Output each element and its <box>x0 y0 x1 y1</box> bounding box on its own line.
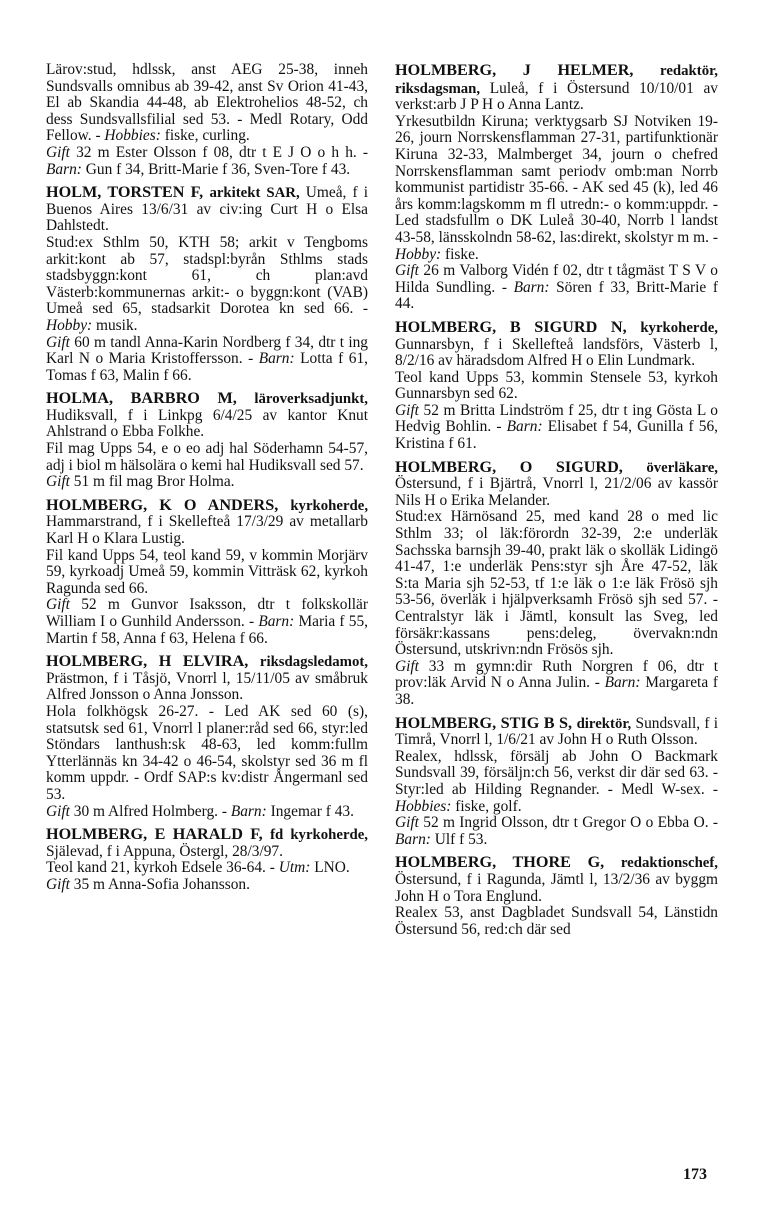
field-label: Gift <box>395 657 419 675</box>
person-title: kyrkoherde, <box>290 497 369 514</box>
biography-entry <box>46 826 368 893</box>
entry-text: fiske. <box>441 245 479 263</box>
field-label: Barn: <box>258 350 295 368</box>
biography-entry <box>395 715 718 849</box>
entry-heading <box>395 853 718 871</box>
entry-text: Sören f 33, Britt-Marie f 44. <box>395 278 718 313</box>
field-label: Hobbies: <box>104 127 161 145</box>
entry-text: Själevad, f i Appuna, Östergl, 28/3/97. <box>46 842 283 860</box>
entry-text: 35 m Anna-Sofia Johansson. <box>69 875 250 893</box>
entry-text: Stud:ex Sthlm 50, KTH 58; arkit v Tengboms arkit:kont ab 57, stadspl:byrån Sthlms stads stadsbyggn:kont 61, ch plan:avd Västerb:kommunernas arkit:- o byggn:kont (VAB) Umeå sed 65, stadsarkit Dorotea kn sed 66. - <box>46 233 368 318</box>
entry-paragraph <box>46 653 368 704</box>
entry-heading <box>46 825 368 843</box>
entry-text: Umeå, f i Buenos Aires 13/6/31 av civ:ing Curt H o Elsa Dahlstedt. <box>46 184 368 235</box>
entry-text: fiske, golf. <box>451 797 522 815</box>
field-label: Gift <box>46 473 70 491</box>
entry-paragraph <box>395 815 718 848</box>
entry-heading <box>46 652 368 670</box>
field-label: Gift <box>46 333 70 351</box>
entry-text: Margareta f 38. <box>395 674 718 708</box>
entry-text: Östersund, f i Bjärtrå, Vnorrl l, 21/2/06 av kassör Nils H o Erika Melander. <box>395 475 718 509</box>
field-label: Barn: <box>258 613 295 630</box>
person-name: HOLMBERG, K O ANDERS, <box>46 495 279 514</box>
entry-text: Hudiksvall, f i Linkpg 6/4/25 av kantor Knut Ahlstrand o Ebba Folkhe. <box>46 406 368 441</box>
field-label: Utm: <box>278 859 311 877</box>
entry-text: Prästmon, f i Tåsjö, Vnorrl l, 15/11/05 av småbruk Alfred Jonsson o Anna Jonsson. <box>46 669 368 704</box>
entry-paragraph <box>46 474 368 491</box>
biography-entry <box>46 390 368 491</box>
entry-paragraph <box>46 597 368 647</box>
person-title: direktör, <box>576 715 632 732</box>
field-label: Gift <box>395 262 419 280</box>
field-label: Barn: <box>395 830 431 848</box>
entry-text: 33 m gymn:dir Ruth Norgren f 06, dtr t prov:läk Arvid N o Anna Julin. - <box>395 657 718 692</box>
right-column <box>395 62 718 938</box>
entry-paragraph <box>395 509 718 658</box>
entry-text: 51 m fil mag Bror Holma. <box>69 473 235 491</box>
entry-heading <box>395 458 718 476</box>
entry-text: Hola folkhögsk 26-27. - Led AK sed 60 (s), statsutsk sed 61, Vnorrl l planer:råd sed 66, styr:led Stöndars lanthush:sk 48-63, led komm:fullm Ytterlännäs kn 34-42 o 46-54, skolstyr sed 36 m fl komm uppdr. - Ordf SAP:s kv:distr Ångermanl sed 53. <box>46 702 368 803</box>
biography-entry <box>46 184 368 384</box>
field-label: Gift <box>395 401 419 419</box>
field-label: Gift <box>46 143 70 161</box>
person-title: riksdagsledamot, <box>259 654 368 671</box>
entry-paragraph <box>395 403 718 453</box>
entry-text: Realex, hdlssk, försälj ab John O Backmark Sundsvall 39, försäljn:ch 56, verkst dir där sed 63. - Styr:led ab Hilding Regnander. - Medl W-sex. - <box>395 747 718 798</box>
entry-text: fiske, curling. <box>160 127 250 145</box>
entry-paragraph <box>46 235 368 335</box>
person-name: HOLMBERG, STIG B S, <box>395 713 573 732</box>
biography-entry <box>395 459 718 709</box>
entry-paragraph <box>395 659 718 709</box>
person-title: kyrkoherde, <box>640 319 718 336</box>
entry-paragraph <box>46 184 368 235</box>
entry-paragraph <box>46 860 368 877</box>
entry-paragraph <box>46 497 368 548</box>
entry-text: Östersund, f i Ragunda, Jämtl l, 13/2/36 av byggm John H o Tora Englund. <box>395 870 718 905</box>
person-name: HOLMA, BARBRO M, <box>46 389 237 408</box>
entry-text: Ingemar f 43. <box>266 802 354 820</box>
entry-text: Sundsvall, f i Timrå, Vnorrl l, 1/6/21 av John H o Ruth Olsson. <box>395 714 718 749</box>
entry-text: 30 m Alfred Holmberg. - <box>69 802 231 820</box>
field-label: Gift <box>46 875 70 893</box>
entry-heading <box>46 496 368 514</box>
page-number: 173 <box>683 1166 707 1183</box>
entry-text: Fil mag Upps 54, e o eo adj hal Söderhamn 54-57, adj i biol m hälsolära o kemi hal Hudiksvall sed 57. <box>46 440 368 474</box>
entry-text: Yrkesutbildn Kiruna; verktygsarb SJ Notviken 19-26, journ Norrskensflamman 27-31, partifunktionär Kiruna 32-33, Malmberget 34, journ o chefred Norrskensflamman samt periodv omb:man Norrb kommunist partidistr 35-66. - AK sed 45 (k), led 46 års komm:lagskomm m fl utredn:- o komm:uppdr. - Led stadsfullm o DK Luleå 30-40, Norrb l landst 43-58, länsskolndn 58-62, las:direkt, skolstyr m m. - <box>395 112 718 246</box>
person-name: HOLMBERG, H ELVIRA, <box>46 652 249 671</box>
entry-text: Lärov:stud, hdlssk, anst AEG 25-38, inneh Sundsvalls omnibus ab 39-42, anst Sv Orion 41-43, El ab Skandia 44-48, ab Elektrohelios 48-52, ch dess Sundsvallsfilial sed 53. - Medl Rotary, Odd Fellow. - <box>46 61 368 145</box>
entry-text: Ulf f 53. <box>430 830 488 848</box>
entry-text: Elisabet f 54, Gunilla f 56, Kristina f 61. <box>395 418 718 453</box>
entry-text: Gunnarsbyn, f i Skellefteå landsförs, Västerb l, 8/2/16 av häradsdom Alfred H o Elin Lundmark. <box>395 335 718 370</box>
person-name: HOLMBERG, E HARALD F, <box>46 825 263 844</box>
entry-text: Gun f 34, Britt-Marie f 36, Sven-Tore f 43. <box>81 160 351 178</box>
entry-paragraph <box>395 263 718 313</box>
entry-paragraph <box>46 441 368 474</box>
field-label: Barn: <box>46 160 82 178</box>
entry-paragraph <box>395 319 718 370</box>
entry-paragraph <box>46 704 368 804</box>
person-title: redaktionschef, <box>620 855 719 872</box>
entry-text: 26 m Valborg Vidén f 02, dtr t tågmäst T S V o Hilda Sundling. - <box>395 262 718 296</box>
entry-heading <box>46 389 368 407</box>
biography-entry <box>395 319 718 453</box>
entry-text: Lotta f 61, Tomas f 63, Malin f 66. <box>46 350 368 384</box>
field-label: Barn: <box>506 418 543 436</box>
field-label: Barn: <box>230 802 267 820</box>
entry-paragraph <box>395 459 718 510</box>
field-label: Hobby: <box>395 245 442 263</box>
person-name: HOLM, TORSTEN F, <box>46 183 204 202</box>
entry-paragraph <box>46 548 368 598</box>
entry-paragraph <box>395 854 718 905</box>
person-name: HOLMBERG, J HELMER, <box>395 61 634 79</box>
entry-paragraph <box>395 715 718 749</box>
biography-entry <box>46 497 368 647</box>
entry-paragraph <box>395 749 718 815</box>
entry-heading <box>395 318 718 336</box>
entry-paragraph <box>46 145 368 178</box>
entry-text: 32 m Ester Olsson f 08, dtr t E J O o h h. - <box>69 143 368 161</box>
entry-paragraph <box>395 905 718 938</box>
person-title: redaktör, riksdagsman, <box>395 63 719 97</box>
entry-paragraph <box>46 390 368 441</box>
entry-heading <box>46 183 300 201</box>
entry-text: 60 m tandl Anna-Karin Nordberg f 34, dtr t ing Karl N o Maria Kristoffersson. - <box>46 333 368 368</box>
person-title: arkitekt SAR, <box>209 185 300 202</box>
person-name: HOLMBERG, B SIGURD N, <box>395 317 627 336</box>
person-title: läroverksadjunkt, <box>254 391 369 408</box>
entry-paragraph <box>395 62 718 114</box>
entry-text: Maria f 55, Martin f 58, Anna f 63, Helena f 66. <box>46 613 369 647</box>
field-label: Barn: <box>604 674 641 692</box>
entry-paragraph <box>46 826 368 860</box>
entry-paragraph <box>46 62 368 145</box>
person-title: fd kyrkoherde, <box>270 827 369 844</box>
field-label: Barn: <box>513 278 550 296</box>
field-label: Gift <box>46 802 70 820</box>
entry-paragraph <box>395 370 718 403</box>
field-label: Gift <box>395 814 419 832</box>
biography-entry <box>395 854 718 938</box>
entry-text: Teol kand Upps 53, kommin Stensele 53, kyrkoh Gunnarsbyn sed 62. <box>395 368 718 403</box>
person-name: HOLMBERG, THORE G, <box>395 853 605 872</box>
entry-heading <box>395 714 631 732</box>
entry-paragraph <box>395 114 718 263</box>
entry-paragraph <box>46 804 368 821</box>
biography-entry <box>395 62 718 313</box>
biography-entry <box>46 62 368 178</box>
biography-entry <box>46 653 368 820</box>
entry-text: 52 m Britta Lindström f 25, dtr t ing Gösta L o Hedvig Bohlin. - <box>395 401 718 436</box>
entry-text: musik. <box>92 316 138 334</box>
left-column <box>46 62 368 894</box>
entry-text: LNO. <box>310 859 350 877</box>
person-title: överläkare, <box>646 459 718 476</box>
entry-text: Teol kand 21, kyrkoh Edsele 36-64. - <box>46 859 279 877</box>
entry-text: Luleå, f i Östersund 10/10/01 av verkst:arb J P H o Anna Lantz. <box>395 79 718 114</box>
person-name: HOLMBERG, O SIGURD, <box>395 457 623 476</box>
entry-text: Stud:ex Härnösand 25, med kand 28 o med lic Sthlm 33; ol läk:förordn 32-39, 2:e underläk Sachsska barnsjh 39-40, prakt läk o skolläk Lidingö 41-47, 1:e underläk Pens:styr sjh Åre 47-52, läk S:ta Maria sjh 52-53, tf 1:e läk o 1:e läk Frösö sjh 53-56, överläk i hjälpverksamh Frösö sjh sed 57. - Centralstyr läk i Jämtl, konsult las Sveg, led försäkr:kassans pens:deleg, övervakn:ndn Östersund, utskrivn:ndn Frösös sjh. <box>395 508 718 659</box>
entry-text: Realex 53, anst Dagbladet Sundsvall 54, Länstidn Östersund 56, red:ch där sed <box>395 904 718 938</box>
entry-text: Hammarstrand, f i Skellefteå 17/3/29 av metallarb Karl H o Klara Lustig. <box>46 513 368 548</box>
entry-paragraph <box>46 877 368 894</box>
entry-text: 52 m Ingrid Olsson, dtr t Gregor O o Ebba O. - <box>418 814 718 832</box>
field-label: Hobby: <box>46 316 93 334</box>
entry-text: Fil kand Upps 54, teol kand 59, v kommin Morjärv 59, kyrkoadj Umeå 59, kommin Vitträsk 62, kyrkoh Ragunda sed 66. <box>46 546 368 597</box>
field-label: Hobbies: <box>395 797 452 815</box>
field-label: Gift <box>46 596 70 614</box>
entry-paragraph <box>46 335 368 385</box>
entry-text: 52 m Gunvor Isaksson, dtr t folkskollär William I o Gunhild Andersson. - <box>46 596 368 630</box>
